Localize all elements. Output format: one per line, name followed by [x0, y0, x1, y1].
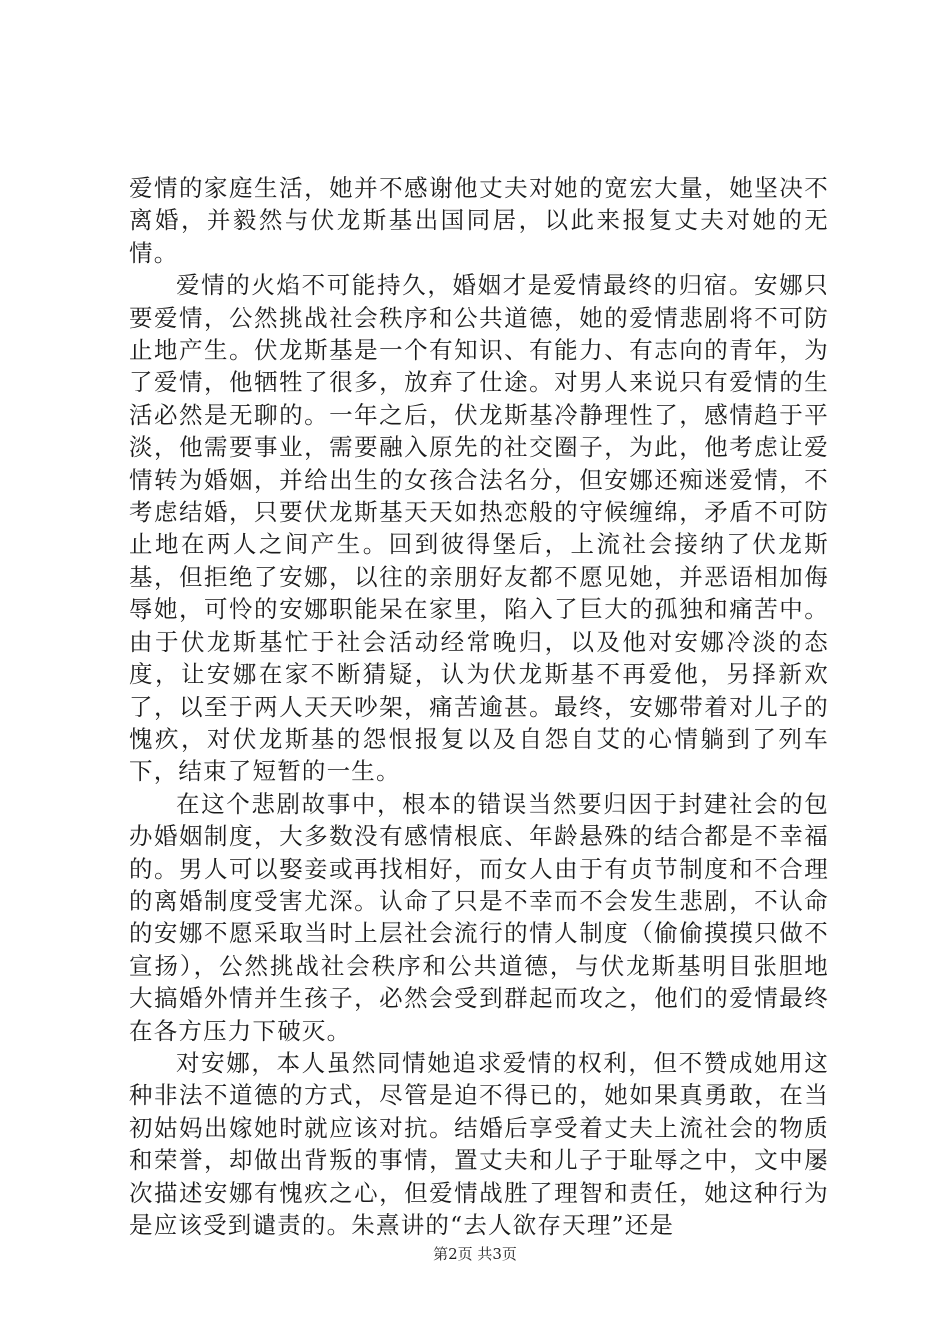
paragraph-2: 爱情的火焰不可能持久，婚姻才是爱情最终的归宿。安娜只要爱情，公然挑战社会秩序和公共道德，她的爱情悲剧将不可防止地产生。伏龙斯基是一个有知识、有能力、有志向的青年，为了爱情，他牺牲了很多，放弃了仕途。对男人来说只有爱情的生活必然是无聊的。一年之后，伏龙斯基冷静理性了，感情趋于平淡，他需要事业，需要融入原先的社交圈子，为此，他考虑让爱情转为婚姻，并给出生的女孩合法名分，但安娜还痴迷爱情，不考虑结婚，只要伏龙斯基天天如热恋般的守候缠绵，矛盾不可防止地在两人之间产生。回到彼得堡后，上流社会接纳了伏龙斯基，但拒绝了安娜，以往的亲朋好友都不愿见她，并恶语相加侮辱她，可怜的安娜职能呆在家里，陷入了巨大的孤独和痛苦中。由于伏龙斯基忙于社会活动经常晚归，以及他对安娜冷淡的态度，让安娜在家不断猜疑，认为伏龙斯基不再爱他，另择新欢了，以至于两人天天吵架，痛苦逾甚。最终，安娜带着对儿子的愧疚，对伏龙斯基的怨恨报复以及自怨自艾的心情躺到了列车下，结束了短暂的一生。 — [129, 271, 829, 786]
paragraph-3: 在这个悲剧故事中，根本的错误当然要归因于封建社会的包办婚姻制度，大多数没有感情根底、年龄悬殊的结合都是不幸福的。男人可以娶妾或再找相好，而女人由于有贞节制度和不合理的离婚制度受害尤深。认命了只是不幸而不会发生悲剧，不认命的安娜不愿采取当时上层社会流行的情人制度（偷偷摸摸只做不宣扬），公然挑战社会秩序和公共道德，与伏龙斯基明目张胆地大搞婚外情并生孩子，必然会受到群起而攻之，他们的爱情最终在各方压力下破灭。 — [129, 789, 829, 1045]
page-footer: 第2页 共3页 — [433, 1245, 517, 1263]
document-body — [129, 172, 829, 1241]
paragraph-continuation: 爱情的家庭生活，她并不感谢他丈夫对她的宽宏大量，她坚决不离婚，并毅然与伏龙斯基出国同居，以此来报复丈夫对她的无情。 — [129, 174, 829, 267]
paragraph-4: 对安娜，本人虽然同情她追求爱情的权利，但不赞成她用这种非法不道德的方式，尽管是迫不得已的，她如果真勇敢，在当初姑妈出嫁她时就应该对抗。结婚后享受着丈夫上流社会的物质和荣誉，却做出背叛的事情，置丈夫和儿子于耻辱之中，文中屡次描述安娜有愧疚之心，但爱情战胜了理智和责任，她这种行为是应该受到谴责的。朱熹讲的“去人欲存天理”还是 — [129, 1048, 829, 1239]
